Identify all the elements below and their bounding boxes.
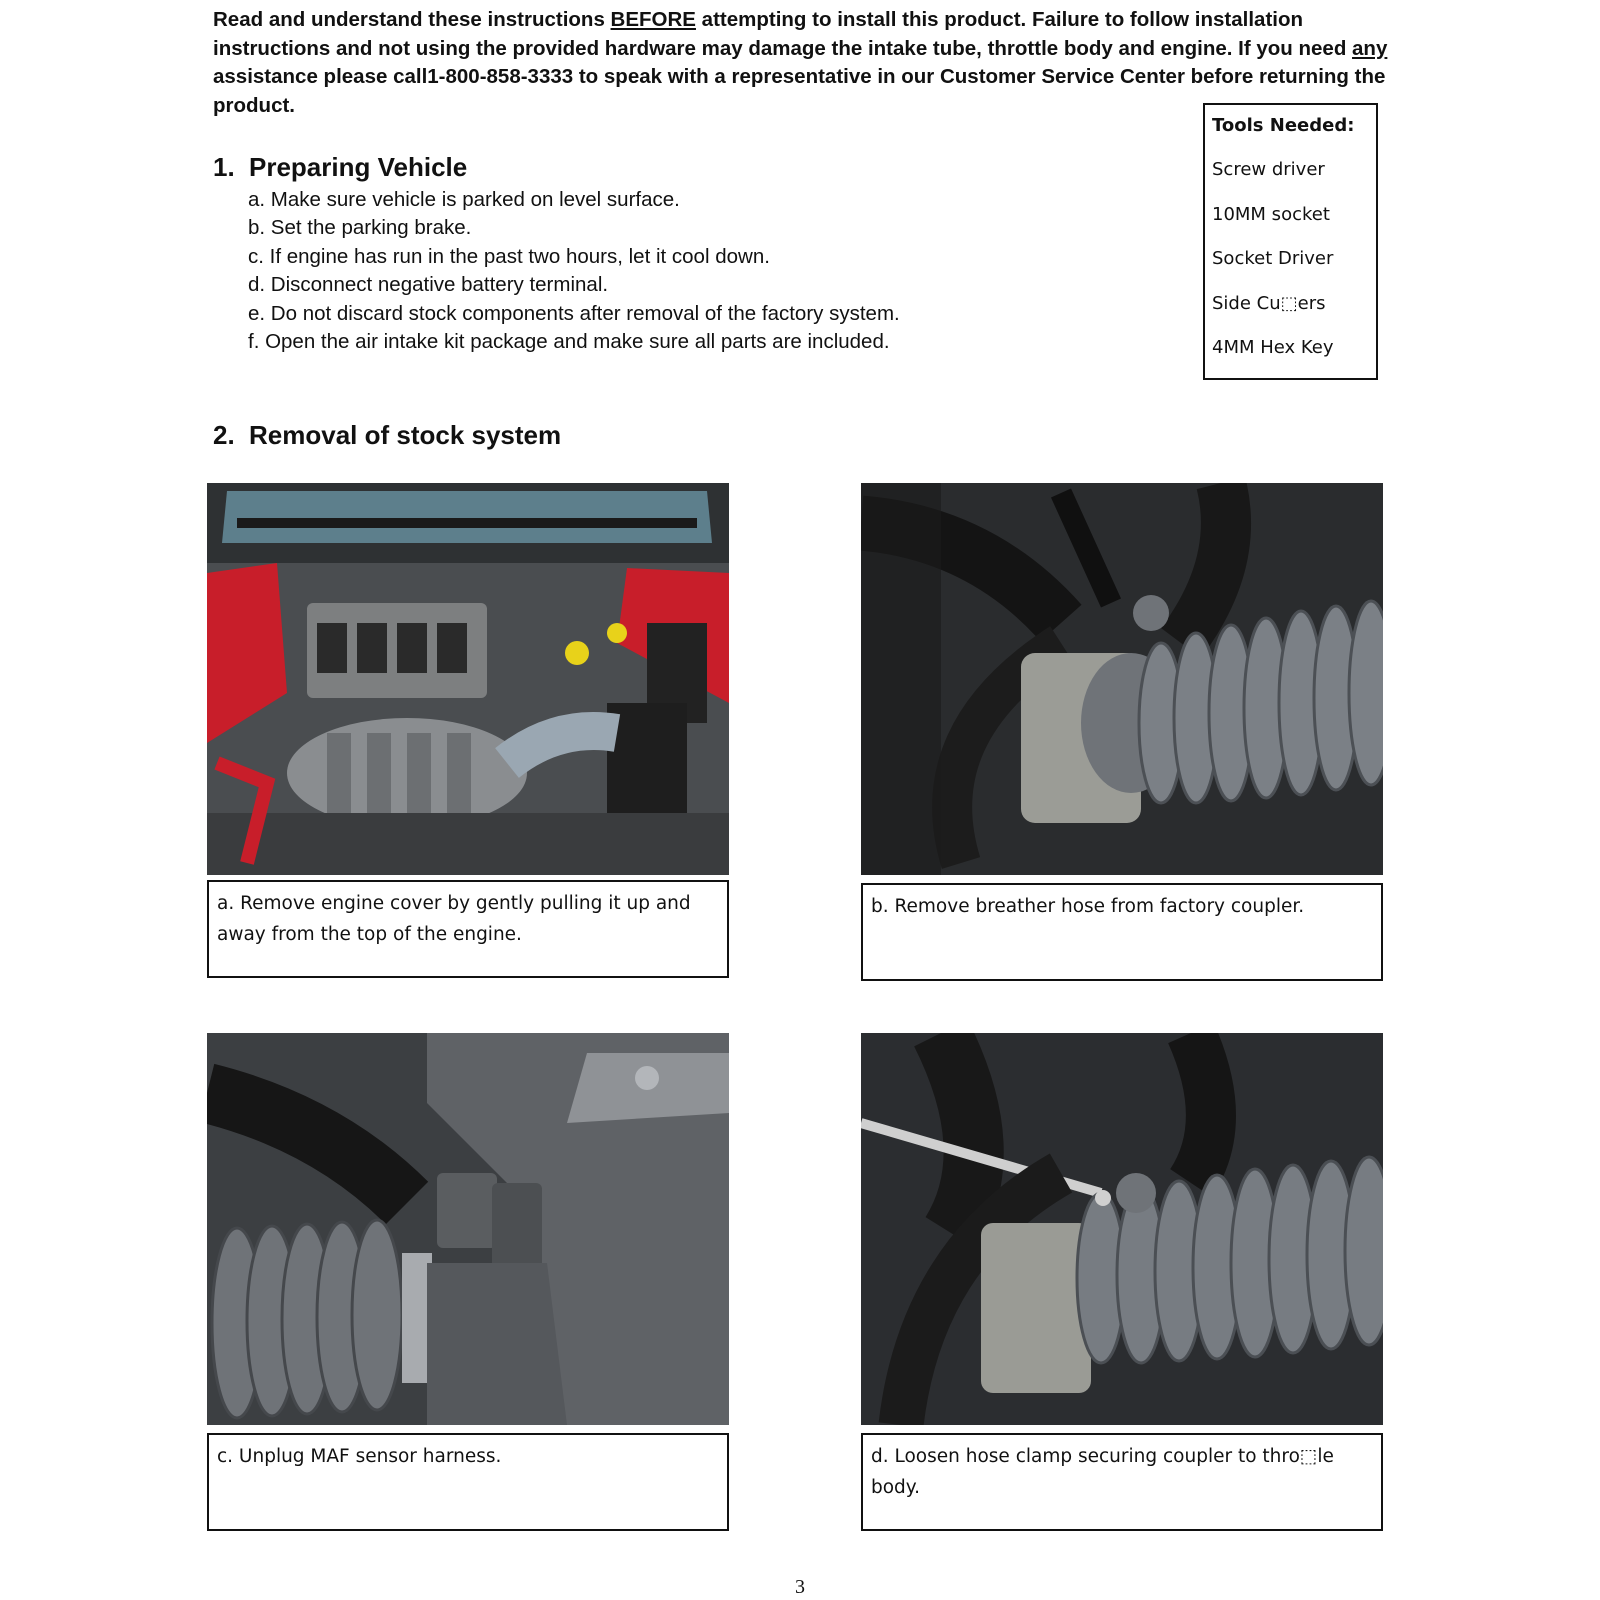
section-1-number: 1. <box>213 152 235 182</box>
tools-title: Tools Needed: <box>1212 115 1355 136</box>
step-item: f. Open the air intake kit package and make sure all parts are included. <box>248 330 890 354</box>
intro-any: any <box>1352 36 1388 60</box>
section-2-title: Removal of stock system <box>249 420 562 450</box>
section-1-title: Preparing Vehicle <box>249 152 468 182</box>
caption-d: d. Loosen hose clamp securing coupler to thro⬚le body. <box>861 1433 1383 1531</box>
preparing-steps-list <box>248 186 900 356</box>
caption-c: c. Unplug MAF sensor harness. <box>207 1433 729 1531</box>
intro-text-2: attempting to install this product. Failure to follow installation instructions and not using the provided hardware may damage the intake tube, throttle body and engine. If you need <box>213 8 1353 60</box>
photo-hose-clamp <box>861 1033 1383 1425</box>
intro-text-1: Read and understand these instructions <box>213 8 611 31</box>
section-1-heading <box>213 152 467 183</box>
caption-b: b. Remove breather hose from factory coupler. <box>861 883 1383 981</box>
tool-item: 10MM socket <box>1212 203 1330 225</box>
caption-a: a. Remove engine cover by gently pulling it up and away from the top of the engine. <box>207 880 729 978</box>
photo-engine-bay <box>207 483 729 875</box>
step-item: e. Do not discard stock components after removal of the factory system. <box>248 301 900 325</box>
page-number: 3 <box>795 1576 805 1598</box>
photo-breather-hose <box>861 483 1383 875</box>
photo-maf-sensor <box>207 1033 729 1425</box>
section-2-heading <box>213 420 561 451</box>
tool-item: Side Cu⬚ers <box>1212 292 1326 314</box>
step-item: b. Set the parking brake. <box>248 216 472 240</box>
intro-text-3: assistance please call1-800-858-3333 to speak with a representative in our Customer Service Center before returning the product. <box>213 65 1386 117</box>
step-item: a. Make sure vehicle is parked on level surface. <box>248 188 680 211</box>
tool-item: Screw driver <box>1212 159 1325 180</box>
step-item: d. Disconnect negative battery terminal. <box>248 273 609 297</box>
tools-needed-box <box>1203 103 1378 380</box>
section-2-number: 2. <box>213 420 235 450</box>
intro-before: BEFORE <box>610 8 696 31</box>
tool-item: 4MM Hex Key <box>1212 337 1334 359</box>
step-item: c. If engine has run in the past two hours, let it cool down. <box>248 244 770 268</box>
tool-item: Socket Driver <box>1212 248 1334 270</box>
